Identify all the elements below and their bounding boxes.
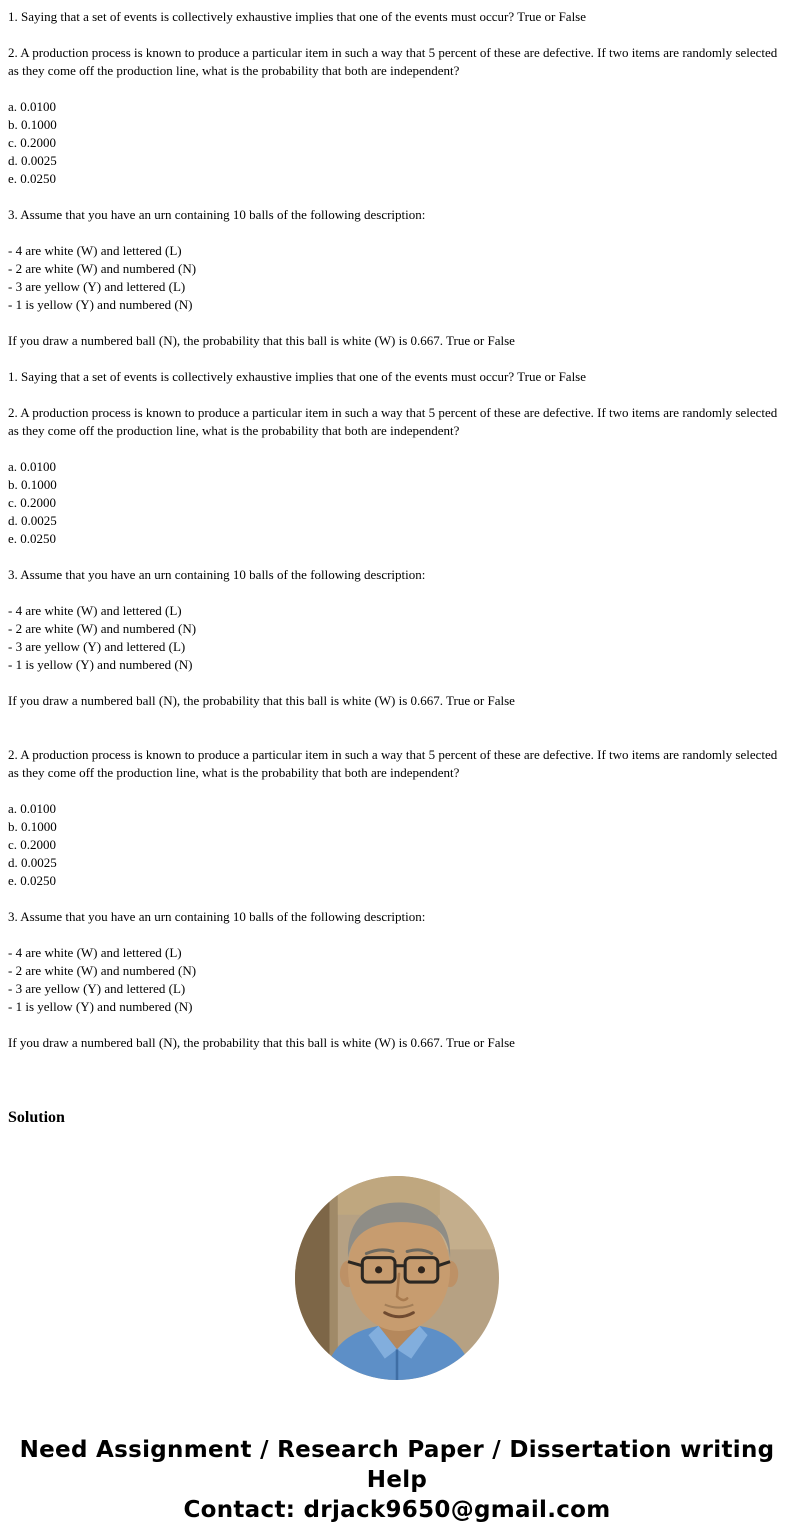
option-d: d. 0.0025 (8, 513, 57, 528)
urn-item-3: - 3 are yellow (Y) and lettered (L) (8, 981, 186, 996)
tutor-photo-avatar (295, 1176, 499, 1380)
question-3-text: 3. Assume that you have an urn containing 10 balls of the following description: (8, 207, 426, 222)
option-a: a. 0.0100 (8, 459, 57, 474)
question-1-text: 1. Saying that a set of events is collectively exhaustive implies that one of the events must occur? True or False (8, 9, 587, 24)
question-block-3 (8, 746, 786, 1052)
footer-help-text: Need Assignment / Research Paper / Dissertation writing Help (19, 1437, 775, 1493)
question-3-conclusion: If you draw a numbered ball (N), the probability that this ball is white (W) is 0.667. True or False (8, 1035, 515, 1050)
question-1-text: 1. Saying that a set of events is collectively exhaustive implies that one of the events must occur? True or False (8, 369, 587, 384)
urn-item-2: - 2 are white (W) and numbered (N) (8, 261, 197, 276)
option-a: a. 0.0100 (8, 99, 57, 114)
urn-item-2: - 2 are white (W) and numbered (N) (8, 963, 197, 978)
option-b: b. 0.1000 (8, 819, 57, 834)
urn-item-4: - 1 is yellow (Y) and numbered (N) (8, 297, 193, 312)
urn-item-3: - 3 are yellow (Y) and lettered (L) (8, 279, 186, 294)
option-d: d. 0.0025 (8, 855, 57, 870)
urn-description-list (8, 602, 786, 674)
solution-heading: Solution (8, 1109, 65, 1126)
option-d: d. 0.0025 (8, 153, 57, 168)
urn-item-1: - 4 are white (W) and lettered (L) (8, 243, 182, 258)
option-c: c. 0.2000 (8, 495, 57, 510)
option-b: b. 0.1000 (8, 117, 57, 132)
question-block-2 (8, 368, 786, 710)
question-2-text: 2. A production process is known to produce a particular item in such a way that 5 percent of these are defective. If two items are randomly selected as they come off the production line, what is the probability that both are independent? (8, 45, 778, 78)
urn-description-list (8, 242, 786, 314)
urn-item-1: - 4 are white (W) and lettered (L) (8, 603, 182, 618)
urn-item-4: - 1 is yellow (Y) and numbered (N) (8, 657, 193, 672)
urn-description-list (8, 944, 786, 1016)
question-block-1 (8, 8, 786, 350)
option-e: e. 0.0250 (8, 531, 57, 546)
avatar-container (8, 1176, 786, 1385)
option-e: e. 0.0250 (8, 171, 57, 186)
question-2-text: 2. A production process is known to produce a particular item in such a way that 5 percent of these are defective. If two items are randomly selected as they come off the production line, what is the probability that both are independent? (8, 747, 778, 780)
option-b: b. 0.1000 (8, 477, 57, 492)
question-3-text: 3. Assume that you have an urn containing 10 balls of the following description: (8, 567, 426, 582)
urn-item-4: - 1 is yellow (Y) and numbered (N) (8, 999, 193, 1014)
question-2-options (8, 458, 786, 548)
question-2-options (8, 800, 786, 890)
urn-item-2: - 2 are white (W) and numbered (N) (8, 621, 197, 636)
footer (8, 1435, 786, 1525)
question-2-text: 2. A production process is known to produce a particular item in such a way that 5 percent of these are defective. If two items are randomly selected as they come off the production line, what is the probability that both are independent? (8, 405, 778, 438)
option-c: c. 0.2000 (8, 135, 57, 150)
option-a: a. 0.0100 (8, 801, 57, 816)
question-3-text: 3. Assume that you have an urn containing 10 balls of the following description: (8, 909, 426, 924)
option-c: c. 0.2000 (8, 837, 57, 852)
question-3-conclusion: If you draw a numbered ball (N), the probability that this ball is white (W) is 0.667. True or False (8, 333, 515, 348)
option-e: e. 0.0250 (8, 873, 57, 888)
urn-item-1: - 4 are white (W) and lettered (L) (8, 945, 182, 960)
question-3-conclusion: If you draw a numbered ball (N), the probability that this ball is white (W) is 0.667. True or False (8, 693, 515, 708)
footer-contact-email: Contact: drjack9650@gmail.com (183, 1497, 611, 1523)
urn-item-3: - 3 are yellow (Y) and lettered (L) (8, 639, 186, 654)
question-2-options (8, 98, 786, 188)
